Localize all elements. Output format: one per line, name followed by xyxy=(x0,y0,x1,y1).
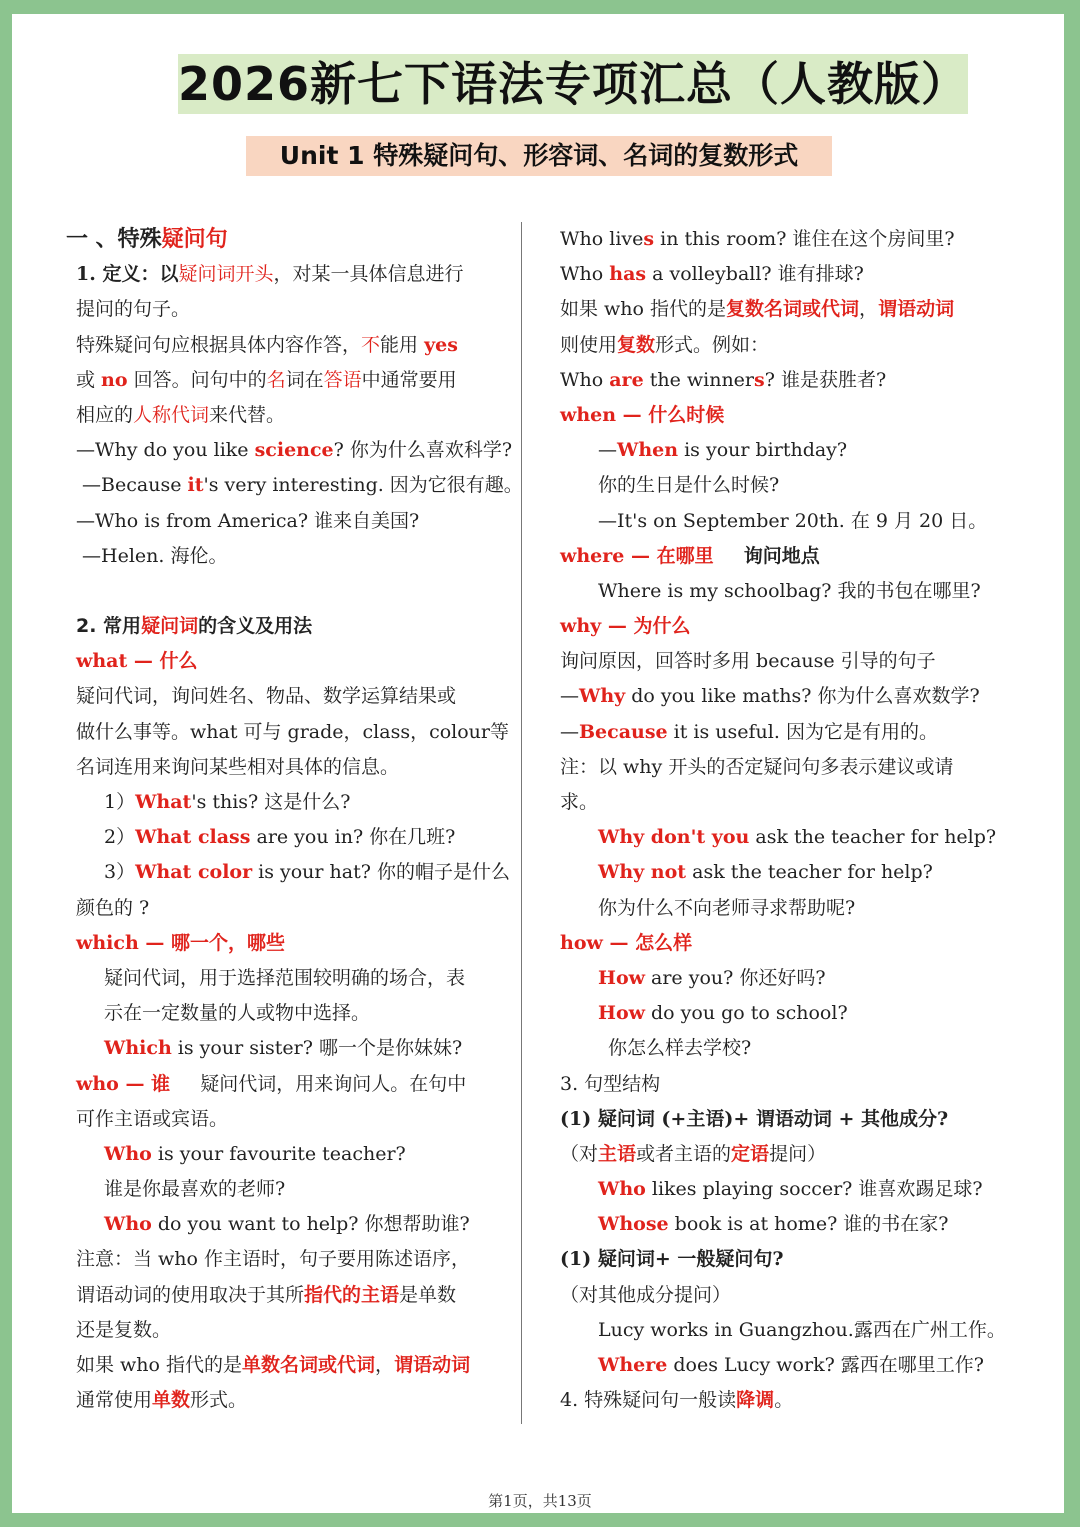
section-heading-special-questions: 一 、特殊疑问句 xyxy=(66,227,228,252)
example-line: Who are the winners? 谁是获胜者? xyxy=(560,368,887,391)
paragraph-line: 示在一定数量的人或物中选择。 xyxy=(104,1002,371,1025)
example-line: 颜色的 ? xyxy=(76,896,150,919)
structure-note: （对主语或者主语的定语提问） xyxy=(560,1142,827,1165)
example-line: —When is your birthday? xyxy=(598,439,848,462)
paragraph-line: 如果 who 指代的是复数名词或代词，谓语动词 xyxy=(560,298,955,321)
example-line: Where does Lucy work? 露西在哪里工作? xyxy=(598,1354,984,1376)
example-line: Which is your sister? 哪一个是你妹妹? xyxy=(104,1037,463,1060)
example-line: —It's on September 20th. 在 9 月 20 日。 xyxy=(598,509,988,532)
paragraph-line: 名词连用来询问某些相对具体的信息。 xyxy=(76,755,400,778)
note-line: 注：以 why 开头的否定疑问句多表示建议或请 xyxy=(560,755,954,778)
what-heading: what — 什么 xyxy=(76,650,198,673)
structure-formula: (1) 疑问词+ 一般疑问句? xyxy=(560,1248,784,1271)
example-line: —Because it's very interesting. 因为它很有趣。 xyxy=(82,474,523,497)
example-line: Who has a volleyball? 谁有排球? xyxy=(560,263,864,286)
note-line: 还是复数。 xyxy=(76,1318,172,1341)
paragraph-line: 疑问代词，用于选择范围较明确的场合，表 xyxy=(104,966,466,989)
page-subtitle: Unit 1 特殊疑问句、形容词、名词的复数形式 xyxy=(246,136,832,176)
example-line: Why don't you ask the teacher for help? xyxy=(598,826,997,849)
example-line: Whose book is at home? 谁的书在家? xyxy=(598,1213,949,1236)
section-heading-question-words: 2. 常用疑问词的含义及用法 xyxy=(76,615,313,638)
paragraph-line: 询问原因，回答时多用 because 引导的句子 xyxy=(560,650,936,673)
example-line: 谁是你最喜欢的老师? xyxy=(104,1178,286,1201)
definition-line: 提问的句子。 xyxy=(76,298,191,321)
who-heading: who — 谁 疑问代词，用来询问人。在句中 xyxy=(76,1072,467,1095)
example-line: —Why do you like science? 你为什么喜欢科学? xyxy=(76,439,513,462)
why-heading: why — 为什么 xyxy=(560,615,691,638)
example-line: 2）What class are you in? 你在几班? xyxy=(104,826,456,849)
paragraph-line: 或 no 回答。问句中的名词在答语中通常要用 xyxy=(76,368,457,391)
example-line: 1）What's this? 这是什么? xyxy=(104,791,351,813)
example-line: How are you? 你还好吗? xyxy=(598,966,826,989)
note-line: 通常使用单数形式。 xyxy=(76,1389,248,1412)
note-line: 谓语动词的使用取决于其所指代的主语是单数 xyxy=(76,1283,457,1306)
paragraph-line: 做什么事等。what 可与 grade，class，colour等 xyxy=(76,720,509,743)
example-line: —Why do you like maths? 你为什么喜欢数学? xyxy=(560,685,980,708)
definition-line: 1. 定义：以疑问词开头，对某一具体信息进行 xyxy=(76,263,464,286)
intonation-note: 4. 特殊疑问句一般读降调。 xyxy=(560,1389,794,1412)
left-column xyxy=(66,222,523,1418)
paragraph-line: 疑问代词，询问姓名、物品、数学运算结果或 xyxy=(76,685,457,708)
right-column xyxy=(560,222,1010,1418)
example-line: Who lives in this room? 谁住在这个房间里? xyxy=(560,228,955,250)
example-line: Why not ask the teacher for help? xyxy=(598,861,933,884)
how-heading: how — 怎么样 xyxy=(560,931,693,954)
example-line: —Who is from America? 谁来自美国? xyxy=(76,509,420,532)
example-line: Where is my schoolbag? 我的书包在哪里? xyxy=(598,579,981,602)
paragraph-line: 可作主语或宾语。 xyxy=(76,1107,229,1130)
example-line: 你的生日是什么时候? xyxy=(598,474,780,497)
paragraph-line: 则使用复数形式。例如： xyxy=(560,333,770,356)
when-heading: when — 什么时候 xyxy=(560,403,725,426)
example-line: Lucy works in Guangzhou.露西在广州工作。 xyxy=(598,1318,1006,1341)
note-line: 如果 who 指代的是单数名词或代词，谓语动词 xyxy=(76,1354,471,1376)
paragraph-line: 特殊疑问句应根据具体内容作答，不能用 yes xyxy=(76,333,458,356)
column-divider xyxy=(521,222,522,1424)
where-heading: where — 在哪里 询问地点 xyxy=(560,544,820,567)
example-line: Who do you want to help? 你想帮助谁? xyxy=(104,1213,470,1236)
note-line: 求。 xyxy=(560,791,599,813)
example-line: —Because it is useful. 因为它是有用的。 xyxy=(560,720,938,743)
example-line: 你怎么样去学校? xyxy=(608,1037,752,1060)
paragraph-line: 相应的人称代词来代替。 xyxy=(76,403,286,426)
example-line: —Helen. 海伦。 xyxy=(82,544,228,567)
note-line: 注意：当 who 作主语时，句子要用陈述语序， xyxy=(76,1248,471,1271)
example-line: 你为什么不向老师寻求帮助呢? xyxy=(598,896,856,919)
page-title: 2026新七下语法专项汇总（人教版） xyxy=(178,54,968,114)
example-line: Who is your favourite teacher? xyxy=(104,1142,406,1165)
page-number: 第1页，共13页 xyxy=(488,1492,592,1510)
section-heading-sentence-structure: 3. 句型结构 xyxy=(560,1072,661,1095)
structure-formula: (1) 疑问词 (+主语)+ 谓语动词 + 其他成分? xyxy=(560,1107,949,1130)
structure-note: （对其他成分提问） xyxy=(560,1283,732,1306)
example-line: How do you go to school? xyxy=(598,1002,848,1025)
example-line: Who likes playing soccer? 谁喜欢踢足球? xyxy=(598,1178,983,1201)
which-heading: which — 哪一个，哪些 xyxy=(76,931,286,954)
example-line: 3）What color is your hat? 你的帽子是什么 xyxy=(104,861,510,884)
